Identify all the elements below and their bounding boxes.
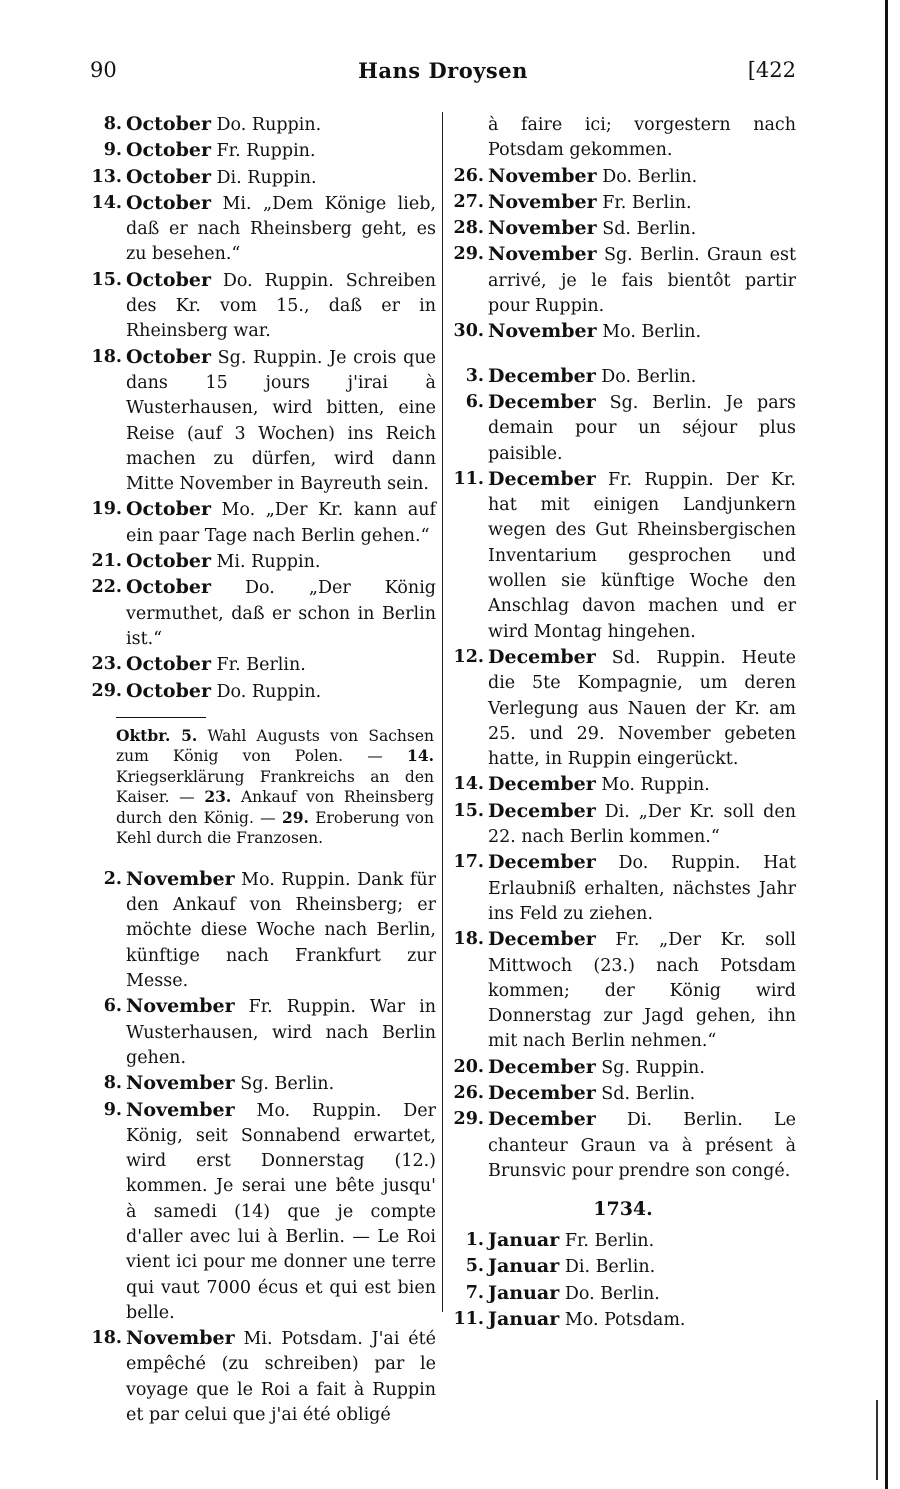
entry-month: October <box>126 498 211 521</box>
entry-day: 8. <box>103 1073 122 1094</box>
diary-entry <box>450 364 796 390</box>
entry-month: Januar <box>488 1308 560 1331</box>
entry-month: November <box>126 867 235 890</box>
entry-month: December <box>488 467 596 490</box>
entry-day: 13. <box>91 166 122 187</box>
entry-day: 18. <box>91 1328 122 1349</box>
entry-day: 28. <box>453 218 484 239</box>
entry-text: Do. Berlin. <box>595 366 697 387</box>
diary-entry <box>450 772 796 798</box>
note-date: 23. <box>204 787 232 807</box>
entry-month: October <box>126 268 211 291</box>
entry-month: December <box>488 390 596 413</box>
entry-day: 6. <box>103 996 122 1017</box>
entry-text: Mo. „Der Kr. kann auf ein paar Tage nach Berlin gehen.“ <box>126 500 436 546</box>
entry-month: Januar <box>488 1255 560 1278</box>
entry-text: Do. Berlin. <box>559 1283 660 1304</box>
entry-text: Do. Ruppin. <box>210 681 322 702</box>
note-date: 29. <box>281 807 309 827</box>
entry-day: 9. <box>103 1099 122 1120</box>
entry-day: 11. <box>453 468 484 489</box>
note-date: 14. <box>407 746 434 766</box>
spacer <box>450 346 796 364</box>
note-lead: Oktbr. 5. <box>116 725 198 745</box>
entry-day: 2. <box>103 868 122 889</box>
entry-day: 18. <box>91 346 122 367</box>
entry-month: October <box>126 576 211 599</box>
diary-entry <box>450 242 796 319</box>
diary-entry <box>450 1055 796 1081</box>
diary-entry <box>88 191 436 268</box>
entry-day: 30. <box>453 321 484 342</box>
entry-text: Di. „Der Kr. soll den 22. nach Berlin kommen.“ <box>488 801 796 848</box>
spacer <box>88 849 436 867</box>
entry-text: Do. Ruppin. <box>210 115 322 135</box>
entry-month: October <box>126 165 211 188</box>
entry-day: 26. <box>453 165 484 186</box>
entry-day: 9. <box>103 140 122 161</box>
entry-day: 12. <box>453 646 484 667</box>
entry-day: 6. <box>465 391 484 412</box>
entry-day: 1. <box>465 1230 484 1251</box>
entry-day: 14. <box>453 774 484 795</box>
diary-entry <box>450 216 796 242</box>
entry-text: Fr. Berlin. <box>559 1231 655 1252</box>
entry-month: October <box>126 113 211 135</box>
entry-text: Sd. Ruppin. Heute die 5te Kompagnie, um deren Verlegung aus Nauen der Kr. am 25. und 29. November gebeten hatte, in Ruppin eingerückt. <box>488 647 796 770</box>
section-ref: [422 <box>747 58 796 82</box>
diary-entry <box>88 497 436 549</box>
entry-month: November <box>488 217 597 240</box>
entry-day: 3. <box>465 365 484 386</box>
entry-text: Sg. Ruppin. <box>595 1057 705 1078</box>
entry-text: Mo. Ruppin. <box>595 775 710 796</box>
entry-month: Januar <box>488 1229 560 1252</box>
entry-text: Do. Berlin. <box>596 166 698 187</box>
diary-entry <box>450 1081 796 1107</box>
entry-day: 18. <box>453 929 484 950</box>
diary-entry <box>88 549 436 575</box>
entry-text: Sg. Berlin. Graun est arrivé, je le fais bientôt partir pour Ruppin. <box>488 245 796 317</box>
column-divider <box>442 112 443 1312</box>
entry-day: 29. <box>91 680 122 701</box>
entry-text: Fr. Ruppin. Der Kr. hat mit einigen Landjunkern wegen des Gut Rheinsbergischen Inventarium gesprochen und wollen sie künftige Woche den Anschlag davon machen und er wird Montag hingehen. <box>488 469 796 642</box>
entry-text: Di. Berlin. Le chanteur Graun va à présent à Brunsvic pour prendre son congé. <box>488 1110 796 1181</box>
entry-text: Sg. Berlin. <box>234 1074 335 1095</box>
entry-day: 29. <box>453 1109 484 1130</box>
diary-entry <box>450 799 796 851</box>
entry-month: October <box>126 139 211 162</box>
entry-month: November <box>488 243 597 266</box>
diary-entry <box>88 994 436 1071</box>
entry-month: December <box>488 1055 596 1078</box>
year-heading: 1734. <box>593 1198 653 1221</box>
diary-entry <box>450 1307 796 1333</box>
entry-text: Mo. Ruppin. Dank für den Ankauf von Rheinsberg; er möchte diese Woche nach Berlin, künftige nach Frankfurt zur Messe. <box>126 869 436 992</box>
entry-text: Do. Ruppin. Schreiben des Kr. vom 15., daß er in Rheinsberg war. <box>126 270 436 342</box>
entry-month: December <box>488 645 596 668</box>
diary-entry <box>450 927 796 1054</box>
entry-text: Fr. Ruppin. <box>210 141 316 162</box>
entries-october <box>88 112 436 705</box>
diary-entry <box>88 679 436 705</box>
right-column <box>450 112 796 1333</box>
entry-day: 22. <box>91 577 122 598</box>
entry-text: Do. „Der König vermuthet, daß er schon in Berlin ist.“ <box>126 578 436 649</box>
diary-entry <box>450 190 796 216</box>
entry-text: Mi. „Dem Könige lieb, daß er nach Rheinsberg geht, es zu besehen.“ <box>126 193 436 265</box>
entry-month: November <box>126 1098 235 1121</box>
diary-entry <box>88 268 436 345</box>
entry-month: December <box>488 773 596 796</box>
diary-entry <box>450 164 796 190</box>
diary-entry <box>450 1281 796 1307</box>
entry-day: 8. <box>103 114 122 134</box>
note-text: Ankauf von Rheinsberg durch den König. — <box>116 788 434 827</box>
entry-text: Mi. Ruppin. <box>210 552 321 573</box>
diary-entry <box>450 645 796 772</box>
diary-entry <box>450 112 796 164</box>
scan-edge <box>885 0 888 1489</box>
diary-entry <box>450 1228 796 1254</box>
diary-entry <box>88 1098 436 1327</box>
entry-day: 15. <box>91 269 122 290</box>
note-rule <box>116 717 206 718</box>
entry-month: December <box>488 1108 596 1131</box>
entry-day: 27. <box>453 191 484 212</box>
entry-month: December <box>488 851 596 874</box>
entry-day: 5. <box>465 1256 484 1277</box>
entry-month: November <box>126 1327 235 1350</box>
note-text: Wahl Augusts von Sachsen zum König von Polen. — <box>116 726 434 766</box>
note-text: Kriegserklärung Frankreichs an den Kaiser. — <box>116 767 434 807</box>
note-text: Eroberung von Kehl durch die Franzosen. <box>116 808 434 848</box>
left-column <box>88 112 436 1428</box>
diary-entry <box>88 138 436 164</box>
entry-day: 7. <box>465 1282 484 1303</box>
entry-text: Sd. Berlin. <box>596 219 697 240</box>
entry-day: 17. <box>453 852 484 873</box>
diary-entry <box>88 867 436 994</box>
entry-day: 20. <box>453 1056 484 1077</box>
entry-month: December <box>488 928 596 951</box>
entry-day: 19. <box>91 499 122 520</box>
entry-text: Mo. Potsdam. <box>559 1310 686 1331</box>
entries-januar <box>450 1228 796 1333</box>
entry-month: October <box>126 191 211 214</box>
entry-day: 21. <box>91 551 122 572</box>
entry-text: Fr. Berlin. <box>596 192 692 213</box>
entry-text: Di. Berlin. <box>559 1257 656 1278</box>
entry-text: Mo. Berlin. <box>596 322 702 343</box>
entries-december <box>450 364 796 1185</box>
entry-text: Fr. Berlin. <box>210 655 306 676</box>
entry-text: Di. Ruppin. <box>210 167 317 188</box>
entry-month: October <box>126 550 211 573</box>
entry-month: December <box>488 364 596 387</box>
entry-day: 29. <box>453 244 484 265</box>
entry-text: à faire ici; vorgestern nach Potsdam gekommen. <box>488 115 796 161</box>
diary-entry <box>450 850 796 927</box>
entry-text: Mo. Ruppin. Der König, seit Sonnabend erwartet, wird erst Donnerstag (12.) kommen. Je serai une bête jusqu' à samedi (14) que je compte d'aller avec lui à Berlin. — Le Roi vient ici pour me donner une terre qui vaut 7000 écus et qui est bien belle. <box>126 1100 436 1323</box>
entry-day: 11. <box>453 1309 484 1330</box>
diary-entry <box>450 390 796 467</box>
scan-edge-mark <box>876 1400 878 1480</box>
entry-text: Sg. Ruppin. Je crois que dans 15 jours j'irai à Wusterhausen, wird bitten, eine Reise (auf 3 Wochen) ins Reich machen zu dürfen, wird dann Mitte November in Bayreuth sein. <box>126 347 436 495</box>
entry-month: November <box>488 164 597 187</box>
running-title: Hans Droysen <box>358 58 528 83</box>
entry-month: October <box>126 345 211 368</box>
page-number: 90 <box>90 58 117 82</box>
entry-text: Mi. Potsdam. J'ai été empêché (zu schreiben) par le voyage que le Roi a fait à Ruppin et par celui que j'ai été obligé <box>126 1329 436 1426</box>
entry-text: Fr. Ruppin. War in Wusterhausen, wird nach Berlin gehen. <box>126 997 436 1068</box>
entry-month: November <box>126 995 235 1018</box>
entry-month: October <box>126 679 211 702</box>
footnote <box>116 726 434 849</box>
diary-entry <box>88 345 436 498</box>
page-header <box>90 58 796 88</box>
entry-day: 26. <box>453 1082 484 1103</box>
entry-month: November <box>126 1072 235 1095</box>
entry-month: December <box>488 1081 596 1104</box>
diary-entry <box>88 1326 436 1428</box>
entry-text: Fr. „Der Kr. soll Mittwoch (23.) nach Potsdam kommen; der König wird Donnerstag zur Jagd gehen, ihn mit nach Berlin nehmen.“ <box>488 930 796 1052</box>
entry-day: 23. <box>91 654 122 675</box>
entry-month: October <box>126 653 211 676</box>
diary-entry <box>88 165 436 191</box>
entry-month: December <box>488 799 596 822</box>
entry-text: Sg. Berlin. Je pars demain pour un séjour plus paisible. <box>488 392 796 464</box>
diary-entry <box>88 112 436 138</box>
diary-entry <box>88 1071 436 1097</box>
entries-november <box>88 867 436 1429</box>
diary-entry <box>88 652 436 678</box>
diary-entry <box>88 575 436 652</box>
entries-november-cont <box>450 112 796 346</box>
entry-day: 15. <box>453 800 484 821</box>
diary-entry <box>450 1254 796 1280</box>
diary-entry <box>450 319 796 345</box>
entry-month: November <box>488 190 597 213</box>
diary-entry <box>450 1107 796 1184</box>
entry-text: Sd. Berlin. <box>595 1083 696 1104</box>
entry-month: November <box>488 320 597 343</box>
entry-day: 14. <box>91 192 122 213</box>
entry-text: Do. Ruppin. Hat Erlaubniß erhalten, nächstes Jahr ins Feld zu ziehen. <box>488 853 796 924</box>
diary-entry <box>450 467 796 645</box>
entry-month: Januar <box>488 1281 560 1304</box>
